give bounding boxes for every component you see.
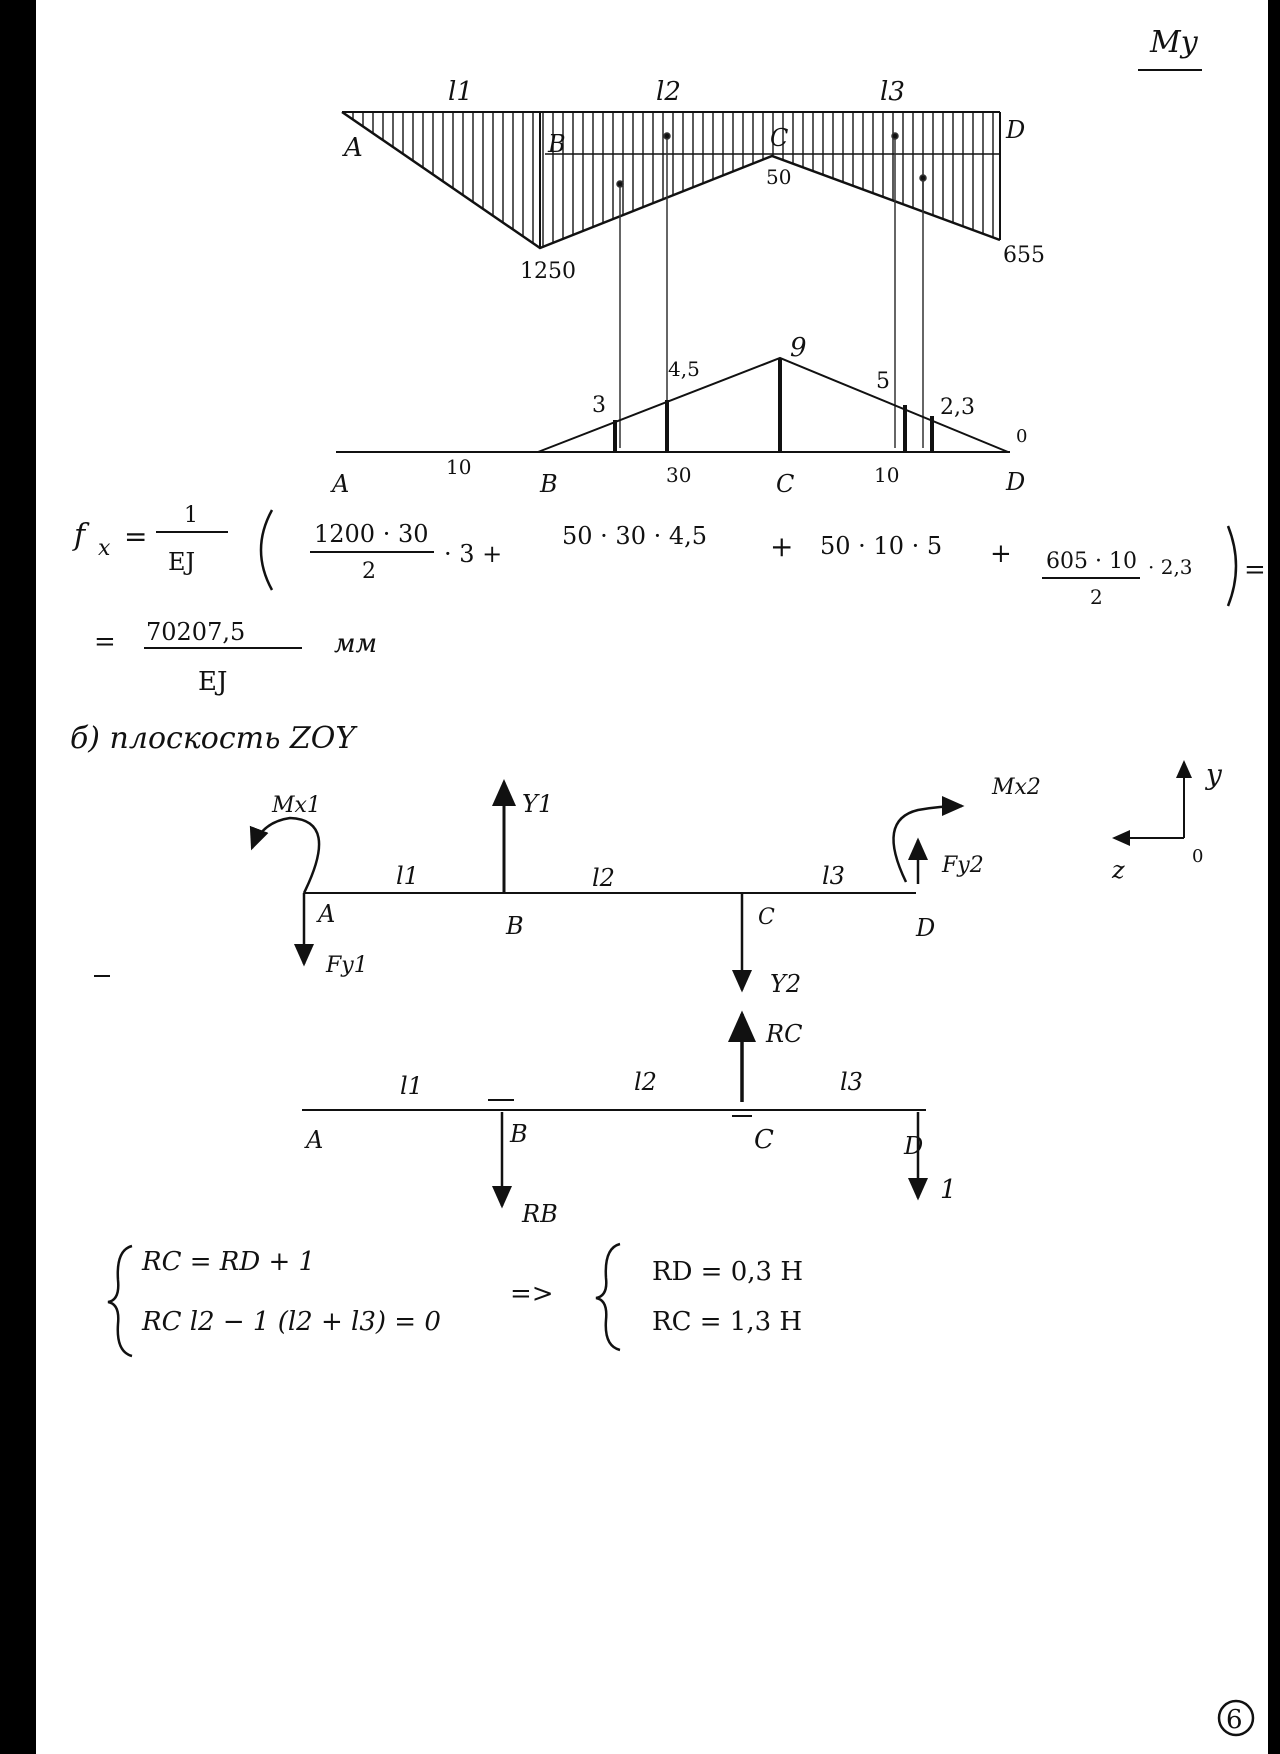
plus-3: + [990, 539, 1012, 569]
load-diagram [94, 758, 1223, 998]
label-mx1: Mx1 [272, 793, 321, 818]
axis-z-label: z [1112, 856, 1125, 884]
label-unit-force: 1 [940, 1175, 957, 1205]
axis-origin-label: 0 [1192, 846, 1204, 867]
span-label-l1: l1 [448, 77, 473, 107]
point-label-b: B [548, 130, 566, 158]
implies: => [510, 1279, 554, 1309]
ordinate-label-4-5: 4,5 [668, 357, 700, 381]
result-den: EJ [198, 667, 228, 697]
formula-frac-den: EJ [168, 548, 196, 576]
value-50: 50 [766, 165, 792, 189]
point-label-a: A [344, 133, 363, 163]
point-label-d: D [1006, 116, 1026, 144]
term4-den: 2 [1090, 585, 1103, 609]
ordinate-label-9: 9 [790, 333, 807, 363]
label-mx2: Mx2 [992, 775, 1041, 800]
unit-point-c: C [776, 470, 795, 498]
value-655: 655 [1003, 243, 1045, 268]
load-span-l1: l1 [396, 862, 419, 890]
term1-num: 1200 · 30 [314, 520, 429, 548]
eq1: RC = RD + 1 [142, 1247, 316, 1277]
load-span-l3: l3 [822, 862, 845, 890]
res2: RC = 1,3 Н [652, 1307, 803, 1337]
point-label-c: C [770, 124, 789, 152]
formula-end-eq: = [1244, 555, 1266, 585]
unit-seg-10a: 10 [446, 455, 472, 479]
unit-curve [538, 358, 1008, 452]
term4-num: 605 · 10 [1046, 549, 1137, 574]
load-point-d: D [916, 914, 936, 942]
formula-lhs: f [74, 518, 86, 553]
value-1250: 1250 [520, 259, 576, 284]
formula-lhs-sub: x [98, 536, 111, 561]
term4-mult: · 2,3 [1148, 555, 1193, 579]
section-heading: б) плоскость ZOY [70, 721, 356, 756]
unit-load-point-b: B [510, 1120, 528, 1148]
axis-y-label: y [1206, 758, 1222, 791]
projection-dot-1 [617, 181, 623, 187]
ordinate-label-2-3: 2,3 [940, 395, 975, 420]
load-point-c: C [758, 905, 775, 930]
plus-2: + [770, 530, 794, 563]
moment-label: My [1150, 25, 1198, 60]
formula-close-paren [1228, 526, 1236, 606]
ordinate-label-3: 3 [592, 393, 606, 418]
projection-dot-2 [664, 133, 670, 139]
unit-point-a: A [332, 470, 350, 498]
term3: 50 · 10 · 5 [820, 532, 943, 560]
label-rc: RC [766, 1020, 803, 1048]
span-label-l3: l3 [880, 77, 905, 107]
unit-load-diagram [302, 1014, 957, 1228]
load-point-a: A [318, 900, 336, 928]
unit-load-span-l2: l2 [634, 1068, 657, 1096]
unit-point-d: D [1006, 468, 1026, 496]
formula-eq-sign: = [124, 520, 148, 553]
unit-load-span-l1: l1 [400, 1072, 423, 1100]
result-num: 70207,5 [146, 618, 246, 646]
result-eq: = [94, 627, 116, 657]
unit-load-point-d: D [904, 1132, 924, 1160]
equations [108, 1244, 803, 1356]
projection-dot-3 [892, 133, 898, 139]
formula-open-paren [261, 510, 272, 590]
moment-diagram [342, 77, 1045, 284]
label-y2: Y2 [770, 970, 802, 998]
label-fy1: Fy1 [326, 953, 368, 978]
term2: 50 · 30 · 4,5 [562, 522, 708, 550]
load-span-l2: l2 [592, 864, 615, 892]
unit-seg-30: 30 [666, 463, 692, 487]
term1-mult: · 3 + [444, 540, 503, 568]
label-rb: RB [522, 1200, 558, 1228]
unit-load-point-c: C [754, 1125, 774, 1155]
res1: RD = 0,3 Н [652, 1257, 804, 1287]
page-number: 6 [1226, 1705, 1243, 1735]
term1-den: 2 [362, 559, 376, 584]
load-point-b: B [506, 912, 524, 940]
ordinate-label-5: 5 [876, 369, 890, 394]
left-brace [108, 1246, 132, 1356]
right-brace [596, 1244, 620, 1350]
unit-load-span-l3: l3 [840, 1068, 863, 1096]
eq2: RC l2 − 1 (l2 + l3) = 0 [142, 1307, 441, 1337]
unit-seg-10b: 10 [874, 463, 900, 487]
unit-load-point-a: A [306, 1126, 324, 1154]
unit-point-b: B [540, 470, 558, 498]
moment-mx1-arrow [252, 818, 319, 893]
projection-dot-4 [920, 175, 926, 181]
deflection-formula [72, 503, 1266, 697]
ordinate-label-0: 0 [1016, 426, 1028, 447]
label-fy2: Fy2 [942, 853, 984, 878]
span-label-l2: l2 [656, 77, 681, 107]
formula-frac-num: 1 [184, 503, 198, 528]
label-y1: Y1 [522, 790, 554, 818]
result-unit: мм [334, 629, 378, 659]
